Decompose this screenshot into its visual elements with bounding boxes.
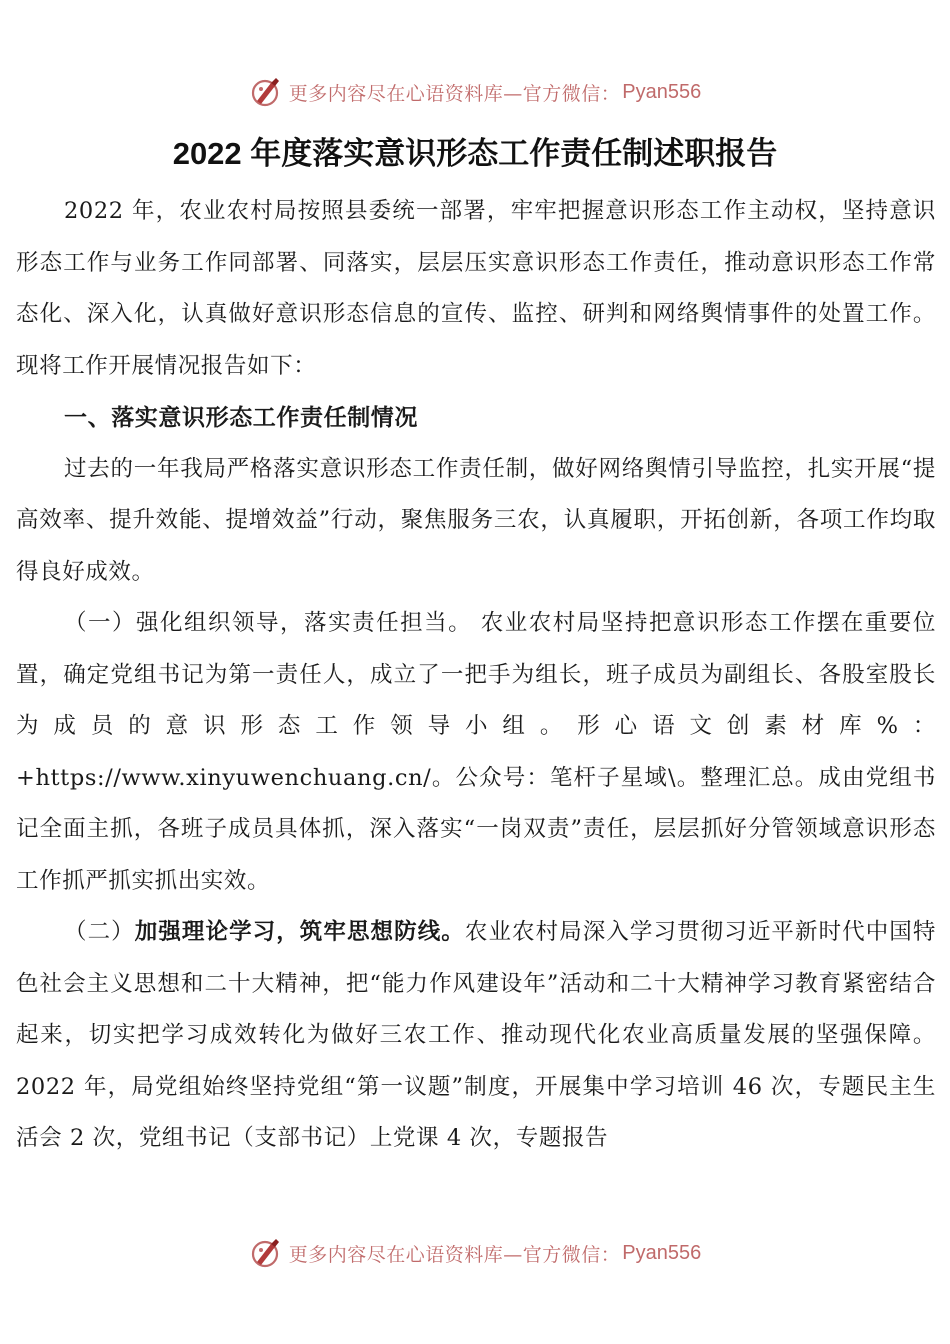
- item-number: （二）: [64, 919, 135, 945]
- item-heading: 加强理论学习，筑牢思想防线。: [134, 919, 465, 945]
- wechat-id: Pyan556: [622, 80, 702, 103]
- paragraph-overview: 过去的一年我局严格落实意识形态工作责任制，做好网络舆情引导监控，扎实开展“提高效率、提升效能、提增效益”行动，聚焦服务三农，认真履职，开拓创新，各项工作均取得良好成效。: [16, 455, 936, 585]
- document-title: 2022 年度落实意识形态工作责任制述职报告: [172, 136, 778, 171]
- section-heading: 一、落实意识形态工作责任制情况: [64, 404, 418, 430]
- brand-logo-icon: [249, 1236, 283, 1270]
- paragraph-intro: 2022 年，农业农村局按照县委统一部署，牢牢把握意识形态工作主动权，坚持意识形态工作与业务工作同部署、同落实，层层压实意识形态工作责任，推动意识形态工作常态化、深入化，认真做好意识形态信息的宣传、监控、研判和网络舆情事件的处置工作。现将工作开展情况报告如下：: [16, 198, 936, 379]
- paragraph-study: [16, 907, 936, 1165]
- item-body: 农业农村局深入学习贯彻习近平新时代中国特色社会主义思想和二十大精神，把“能力作风建设年”活动和二十大精神学习教育紧密结合起来，切实把学习成效转化为做好三农工作、推动现代化农业高质量发展的坚强保障。2022 年，局党组始终坚持党组“第一议题”制度，开展集中学习培训 46 次，专题民主生活会 2 次，党组书记（支部书记）上党课 4 次，专题报告: [16, 919, 936, 1151]
- footer-banner: [0, 1233, 950, 1273]
- paragraph-organization: （一）强化组织领导，落实责任担当。 农业农村局坚持把意识形态工作摆在重要位置，确定党组书记为第一责任人，成立了一把手为组长，班子成员为副组长、各股室股长为成员的意识形态工作领导小组。形心语文创素材库%：+https://www.xinyuwenchuang.cn/。公众号：笔杆子星域\。整理汇总。成由党组书记全面主抓，各班子成员具体抓，深入落实“一岗双责”责任，层层抓好分管领域意识形态工作抓严抓实抓出实效。: [16, 610, 936, 894]
- wechat-id: Pyan556: [622, 1241, 702, 1264]
- banner-text: 更多内容尽在心语资料库—官方微信：: [288, 1243, 621, 1266]
- header-banner: [0, 72, 950, 112]
- document-body: [16, 186, 936, 1165]
- brand-logo-icon: [249, 75, 283, 109]
- banner-text: 更多内容尽在心语资料库—官方微信：: [288, 82, 621, 105]
